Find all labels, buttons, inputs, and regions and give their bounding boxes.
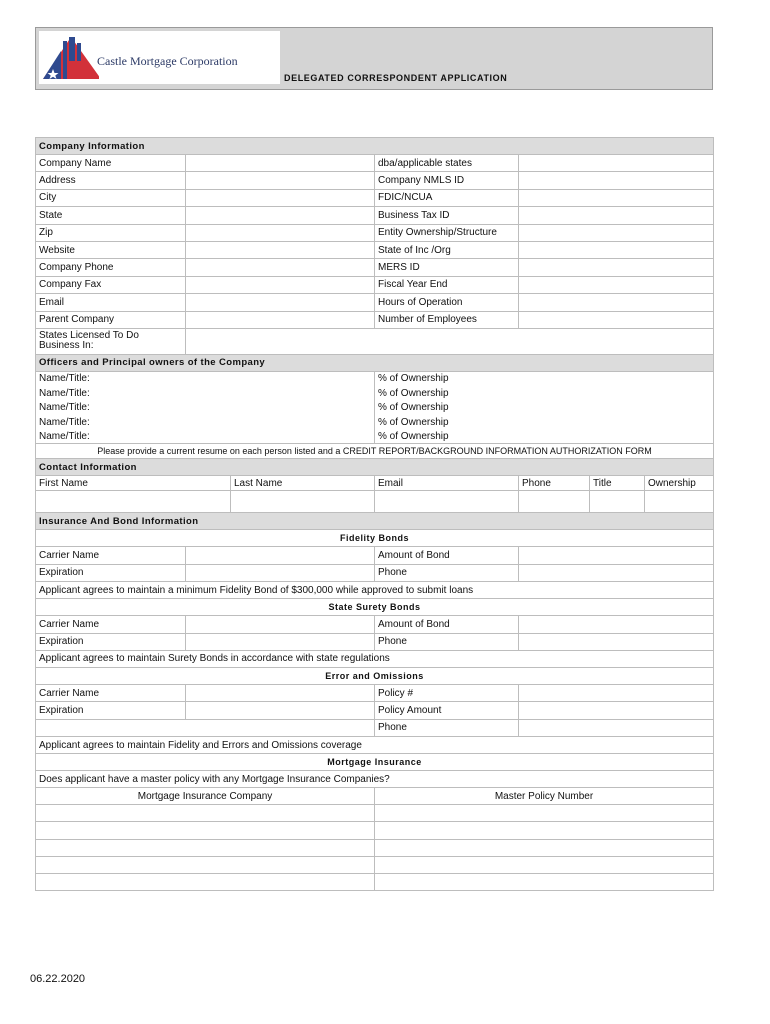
input-field[interactable] <box>186 616 375 633</box>
mi-company-input[interactable] <box>36 839 375 856</box>
input-field[interactable] <box>519 564 714 581</box>
mi-company-input[interactable] <box>36 822 375 839</box>
input-field[interactable] <box>519 155 714 172</box>
master-policy-input[interactable] <box>375 805 714 822</box>
input-field[interactable] <box>519 259 714 276</box>
officer-name-title-field[interactable]: Name/Title: <box>36 400 375 415</box>
surety-bonds-title: State Surety Bonds <box>36 599 714 616</box>
field-label: MERS ID <box>375 259 519 276</box>
master-policy-column-header: Master Policy Number <box>375 788 714 805</box>
mi-company-column-header: Mortgage Insurance Company <box>36 788 375 805</box>
input-field[interactable] <box>186 294 375 311</box>
states-licensed-label: States Licensed To Do Business In: <box>36 328 186 354</box>
form-header <box>35 27 713 90</box>
input-field[interactable] <box>186 702 375 719</box>
contact-input-field[interactable] <box>519 491 590 513</box>
input-field[interactable] <box>186 241 375 258</box>
field-label: Number of Employees <box>375 311 519 328</box>
field-label: Company Name <box>36 155 186 172</box>
field-label: Carrier Name <box>36 616 186 633</box>
input-field[interactable] <box>186 207 375 224</box>
field-label: Expiration <box>36 564 186 581</box>
input-field[interactable] <box>186 311 375 328</box>
logo-company-name: Castle Mortgage Corporation <box>97 54 238 68</box>
mi-company-input[interactable] <box>36 805 375 822</box>
contact-input-field[interactable] <box>36 491 231 513</box>
input-field[interactable] <box>186 172 375 189</box>
field-label: Amount of Bond <box>375 616 519 633</box>
input-field[interactable] <box>519 616 714 633</box>
input-field[interactable] <box>519 207 714 224</box>
input-field[interactable] <box>519 189 714 206</box>
input-field[interactable] <box>519 276 714 293</box>
field-label: Policy Amount <box>375 702 519 719</box>
contact-col-phone: Phone <box>519 476 590 491</box>
field-label: Expiration <box>36 633 186 650</box>
input-field[interactable] <box>186 276 375 293</box>
field-label: FDIC/NCUA <box>375 189 519 206</box>
field-label: Website <box>36 241 186 258</box>
contact-col-title: Title <box>590 476 645 491</box>
input-field[interactable] <box>519 633 714 650</box>
field-label: State of Inc /Org <box>375 241 519 258</box>
input-field[interactable] <box>519 547 714 564</box>
master-policy-input[interactable] <box>375 839 714 856</box>
field-label: Phone <box>375 719 519 736</box>
states-licensed-input[interactable] <box>186 328 714 354</box>
contact-col-email: Email <box>375 476 519 491</box>
mortgage-insurance-question: Does applicant have a master policy with any Mortgage Insurance Companies? <box>36 771 714 788</box>
field-label: Expiration <box>36 702 186 719</box>
input-field[interactable] <box>186 633 375 650</box>
contact-input-field[interactable] <box>590 491 645 513</box>
field-label: Business Tax ID <box>375 207 519 224</box>
section-header-company-information: Company Information <box>36 138 714 155</box>
castle-logo-icon <box>39 31 99 84</box>
officer-ownership-field[interactable]: % of Ownership <box>375 429 714 444</box>
section-header-insurance: Insurance And Bond Information <box>36 513 714 530</box>
section-header-contact-information: Contact Information <box>36 459 714 476</box>
officer-name-title-field[interactable]: Name/Title: <box>36 415 375 430</box>
fidelity-bonds-title: Fidelity Bonds <box>36 530 714 547</box>
input-field[interactable] <box>519 684 714 701</box>
field-label: Phone <box>375 633 519 650</box>
contact-col-ownership: Ownership <box>645 476 714 491</box>
field-label: Carrier Name <box>36 547 186 564</box>
field-label: Entity Ownership/Structure <box>375 224 519 241</box>
input-field[interactable] <box>519 702 714 719</box>
field-label: Parent Company <box>36 311 186 328</box>
contact-input-field[interactable] <box>645 491 714 513</box>
officer-name-title-field[interactable]: Name/Title: <box>36 386 375 401</box>
input-field[interactable] <box>186 224 375 241</box>
form-date: 06.22.2020 <box>30 973 86 985</box>
input-field[interactable] <box>186 564 375 581</box>
officer-ownership-field[interactable]: % of Ownership <box>375 371 714 386</box>
field-label: City <box>36 189 186 206</box>
mi-company-input[interactable] <box>36 873 375 890</box>
master-policy-input[interactable] <box>375 873 714 890</box>
mi-company-input[interactable] <box>36 856 375 873</box>
input-field[interactable] <box>186 155 375 172</box>
officer-ownership-field[interactable]: % of Ownership <box>375 400 714 415</box>
field-label: Amount of Bond <box>375 547 519 564</box>
master-policy-input[interactable] <box>375 856 714 873</box>
field-label: Company NMLS ID <box>375 172 519 189</box>
field-label: Fiscal Year End <box>375 276 519 293</box>
application-form <box>35 137 714 891</box>
master-policy-input[interactable] <box>375 822 714 839</box>
contact-col-last-name: Last Name <box>231 476 375 491</box>
field-label: Company Phone <box>36 259 186 276</box>
officer-ownership-field[interactable]: % of Ownership <box>375 415 714 430</box>
input-field[interactable] <box>186 259 375 276</box>
field-label: Carrier Name <box>36 684 186 701</box>
input-field[interactable] <box>186 684 375 701</box>
eo-note: Applicant agrees to maintain Fidelity and Errors and Omissions coverage <box>36 737 714 754</box>
contact-input-field[interactable] <box>231 491 375 513</box>
input-field[interactable] <box>519 719 714 736</box>
company-logo <box>39 31 280 84</box>
input-field[interactable] <box>519 241 714 258</box>
field-label: dba/applicable states <box>375 155 519 172</box>
document-title: DELEGATED CORRESPONDENT APPLICATION <box>284 73 508 83</box>
input-field[interactable] <box>519 172 714 189</box>
field-label: Phone <box>375 564 519 581</box>
errors-omissions-title: Error and Omissions <box>36 667 714 684</box>
input-field[interactable] <box>519 311 714 328</box>
blank-cell <box>36 719 375 736</box>
input-field[interactable] <box>186 547 375 564</box>
surety-bond-note: Applicant agrees to maintain Surety Bonds in accordance with state regulations <box>36 650 714 667</box>
officers-note: Please provide a current resume on each person listed and a CREDIT REPORT/BACKGROUND INFORMATION AUTHORIZATION FORM <box>36 444 714 459</box>
section-header-officers: Officers and Principal owners of the Company <box>36 354 714 371</box>
fidelity-bond-note: Applicant agrees to maintain a minimum Fidelity Bond of $300,000 while approved to submit loans <box>36 582 714 599</box>
input-field[interactable] <box>519 294 714 311</box>
officer-name-title-field[interactable]: Name/Title: <box>36 429 375 444</box>
field-label: Hours of Operation <box>375 294 519 311</box>
field-label: Email <box>36 294 186 311</box>
field-label: Zip <box>36 224 186 241</box>
field-label: Company Fax <box>36 276 186 293</box>
input-field[interactable] <box>186 189 375 206</box>
field-label: Address <box>36 172 186 189</box>
field-label: Policy # <box>375 684 519 701</box>
field-label: State <box>36 207 186 224</box>
input-field[interactable] <box>519 224 714 241</box>
officer-name-title-field[interactable]: Name/Title: <box>36 371 375 386</box>
officer-ownership-field[interactable]: % of Ownership <box>375 386 714 401</box>
contact-input-field[interactable] <box>375 491 519 513</box>
contact-col-first-name: First Name <box>36 476 231 491</box>
mortgage-insurance-title: Mortgage Insurance <box>36 754 714 771</box>
